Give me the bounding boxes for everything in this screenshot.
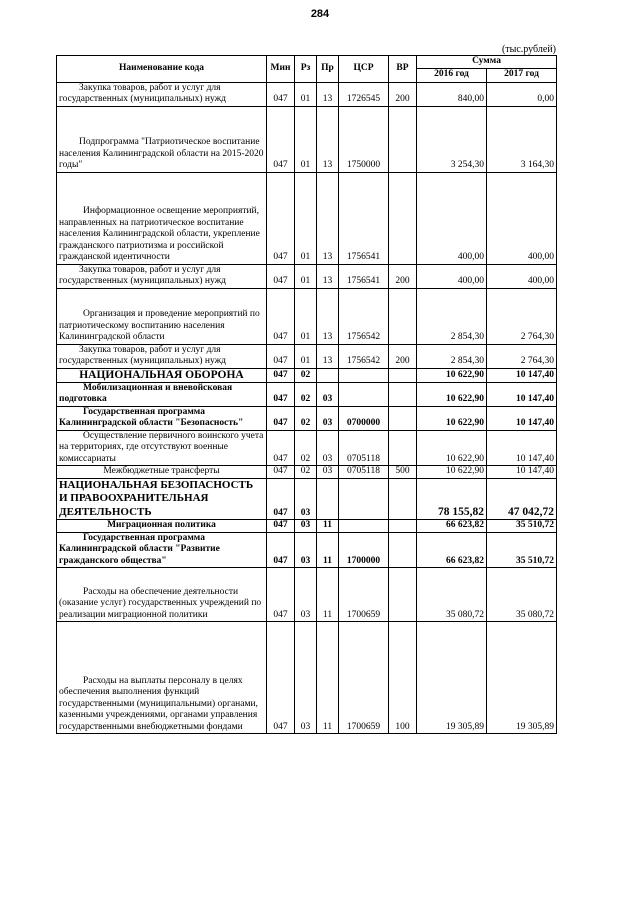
row-name: Информационное освещение мероприятий, направленных на патриотическое воспитание населения Калининградской области, укрепление гражданского патриотизма и российской гражданской идентичности (57, 172, 267, 264)
cell-2017: 10 147,40 (487, 368, 557, 382)
cell-rz: 02 (295, 382, 317, 406)
row-name: Расходы на выплаты персоналу в целях обеспечения выполнения функций государственными (муниципальными) органами, казенными учреждениями, органами управления государственными внебюджетными фондами (57, 622, 267, 734)
cell-pr: 11 (317, 520, 339, 533)
table-row (57, 344, 557, 368)
cell-2017: 0,00 (487, 82, 557, 106)
cell-csr (339, 478, 389, 520)
cell-vr: 100 (389, 622, 417, 734)
cell-min: 047 (267, 368, 295, 382)
cell-vr (389, 106, 417, 172)
header-2017: 2017 год (487, 68, 557, 82)
row-name: Закупка товаров, работ и услуг для государственных (муниципальных) нужд (57, 344, 267, 368)
cell-2016: 2 854,30 (417, 288, 487, 344)
table-row (57, 82, 557, 106)
cell-csr: 0700000 (339, 406, 389, 430)
cell-min: 047 (267, 466, 295, 479)
row-name: Государственная программа Калининградской области "Безопасность" (57, 406, 267, 430)
cell-2017: 400,00 (487, 264, 557, 288)
table-row (57, 406, 557, 430)
cell-2017: 10 147,40 (487, 430, 557, 466)
cell-pr: 13 (317, 344, 339, 368)
cell-2017: 10 147,40 (487, 466, 557, 479)
cell-rz: 01 (295, 344, 317, 368)
cell-rz: 01 (295, 264, 317, 288)
cell-csr (339, 382, 389, 406)
table-row (57, 172, 557, 264)
table-row (57, 430, 557, 466)
cell-2016: 66 623,82 (417, 532, 487, 568)
cell-rz: 02 (295, 430, 317, 466)
cell-2017: 10 147,40 (487, 382, 557, 406)
row-name: Закупка товаров, работ и услуг для государственных (муниципальных) нужд (57, 264, 267, 288)
cell-csr (339, 368, 389, 382)
cell-2017: 19 305,89 (487, 622, 557, 734)
cell-2017: 35 510,72 (487, 532, 557, 568)
cell-rz: 03 (295, 532, 317, 568)
cell-2016: 840,00 (417, 82, 487, 106)
cell-csr: 1756542 (339, 288, 389, 344)
units-label: (тыс.рублей) (501, 44, 556, 55)
page-number: 284 (310, 8, 330, 20)
cell-pr: 03 (317, 430, 339, 466)
header-sum: Сумма (417, 56, 557, 69)
cell-2016: 35 080,72 (417, 568, 487, 622)
cell-csr: 1756542 (339, 344, 389, 368)
row-name: НАЦИОНАЛЬНАЯ БЕЗОПАСНОСТЬ И ПРАВООХРАНИТЕЛЬНАЯ ДЕЯТЕЛЬНОСТЬ (57, 478, 267, 520)
cell-csr: 1700659 (339, 622, 389, 734)
cell-2017: 47 042,72 (487, 478, 557, 520)
cell-csr (339, 520, 389, 533)
cell-2016: 66 623,82 (417, 520, 487, 533)
row-name: Мобилизационная и вневойсковая подготовка (57, 382, 267, 406)
cell-vr (389, 368, 417, 382)
cell-min: 047 (267, 568, 295, 622)
cell-csr: 1726545 (339, 82, 389, 106)
cell-min: 047 (267, 82, 295, 106)
cell-pr: 13 (317, 82, 339, 106)
cell-vr (389, 478, 417, 520)
cell-pr: 03 (317, 466, 339, 479)
cell-2016: 10 622,90 (417, 368, 487, 382)
table-row (57, 466, 557, 479)
cell-2016: 2 854,30 (417, 344, 487, 368)
cell-min: 047 (267, 532, 295, 568)
cell-min: 047 (267, 478, 295, 520)
cell-2016: 400,00 (417, 264, 487, 288)
cell-2017: 35 080,72 (487, 568, 557, 622)
table-row (57, 622, 557, 734)
budget-table (56, 55, 557, 734)
cell-pr: 13 (317, 264, 339, 288)
cell-2016: 400,00 (417, 172, 487, 264)
cell-2016: 3 254,30 (417, 106, 487, 172)
cell-vr (389, 172, 417, 264)
table-row (57, 368, 557, 382)
table-row (57, 478, 557, 520)
cell-rz: 01 (295, 172, 317, 264)
table-row (57, 264, 557, 288)
cell-2016: 10 622,90 (417, 430, 487, 466)
cell-2016: 78 155,82 (417, 478, 487, 520)
cell-rz: 03 (295, 478, 317, 520)
cell-csr: 1756541 (339, 172, 389, 264)
cell-pr: 13 (317, 172, 339, 264)
cell-2017: 35 510,72 (487, 520, 557, 533)
row-name: Закупка товаров, работ и услуг для государственных (муниципальных) нужд (57, 82, 267, 106)
cell-vr: 200 (389, 264, 417, 288)
cell-2017: 3 164,30 (487, 106, 557, 172)
cell-vr (389, 532, 417, 568)
cell-min: 047 (267, 106, 295, 172)
table-row (57, 288, 557, 344)
cell-pr: 11 (317, 568, 339, 622)
header-rz: Рз (295, 56, 317, 83)
row-name: Подпрограмма "Патриотическое воспитание населения Калининградской области на 2015-2020 годы" (57, 106, 267, 172)
header-csr: ЦСР (339, 56, 389, 83)
cell-pr: 11 (317, 622, 339, 734)
cell-vr (389, 520, 417, 533)
row-name: Организация и проведение мероприятий по патриотическому воспитанию населения Калининградской области (57, 288, 267, 344)
header-min: Мин (267, 56, 295, 83)
header-pr: Пр (317, 56, 339, 83)
cell-csr: 1700659 (339, 568, 389, 622)
cell-csr: 0705118 (339, 430, 389, 466)
cell-min: 047 (267, 382, 295, 406)
cell-pr: 13 (317, 106, 339, 172)
cell-rz: 03 (295, 520, 317, 533)
cell-rz: 02 (295, 466, 317, 479)
cell-min: 047 (267, 264, 295, 288)
cell-csr: 1750000 (339, 106, 389, 172)
cell-rz: 02 (295, 368, 317, 382)
cell-pr: 13 (317, 288, 339, 344)
cell-2016: 10 622,90 (417, 466, 487, 479)
cell-pr (317, 478, 339, 520)
cell-vr: 200 (389, 82, 417, 106)
cell-csr: 0705118 (339, 466, 389, 479)
row-name: Осуществление первичного воинского учета на территориях, где отсутствуют военные комиссариаты (57, 430, 267, 466)
cell-pr: 03 (317, 382, 339, 406)
table-row (57, 568, 557, 622)
cell-vr (389, 288, 417, 344)
cell-rz: 01 (295, 106, 317, 172)
cell-2016: 10 622,90 (417, 406, 487, 430)
cell-2017: 2 764,30 (487, 344, 557, 368)
cell-vr (389, 430, 417, 466)
cell-rz: 03 (295, 622, 317, 734)
table-row (57, 106, 557, 172)
cell-pr (317, 368, 339, 382)
cell-rz: 03 (295, 568, 317, 622)
cell-2016: 19 305,89 (417, 622, 487, 734)
cell-2016: 10 622,90 (417, 382, 487, 406)
cell-csr: 1700000 (339, 532, 389, 568)
table-row (57, 532, 557, 568)
header-2016: 2016 год (417, 68, 487, 82)
row-name: Миграционная политика (57, 520, 267, 533)
cell-vr (389, 382, 417, 406)
row-name: Государственная программа Калининградской области "Развитие гражданского общества" (57, 532, 267, 568)
cell-min: 047 (267, 430, 295, 466)
cell-rz: 01 (295, 82, 317, 106)
cell-min: 047 (267, 406, 295, 430)
table-row (57, 382, 557, 406)
cell-min: 047 (267, 172, 295, 264)
cell-rz: 01 (295, 288, 317, 344)
cell-rz: 02 (295, 406, 317, 430)
cell-csr: 1756541 (339, 264, 389, 288)
row-name: Расходы на обеспечение деятельности (оказание услуг) государственных учреждений по реализации миграционной политики (57, 568, 267, 622)
cell-vr (389, 568, 417, 622)
cell-min: 047 (267, 344, 295, 368)
cell-vr: 500 (389, 466, 417, 479)
cell-2017: 2 764,30 (487, 288, 557, 344)
cell-vr: 200 (389, 344, 417, 368)
row-name: НАЦИОНАЛЬНАЯ ОБОРОНА (57, 368, 267, 382)
cell-min: 047 (267, 520, 295, 533)
cell-2017: 400,00 (487, 172, 557, 264)
row-name: Межбюджетные трансферты (57, 466, 267, 479)
cell-vr (389, 406, 417, 430)
cell-min: 047 (267, 622, 295, 734)
table-row (57, 520, 557, 533)
header-vr: ВР (389, 56, 417, 83)
cell-pr: 03 (317, 406, 339, 430)
cell-min: 047 (267, 288, 295, 344)
cell-pr: 11 (317, 532, 339, 568)
header-name: Наименование кода (57, 56, 267, 83)
cell-2017: 10 147,40 (487, 406, 557, 430)
